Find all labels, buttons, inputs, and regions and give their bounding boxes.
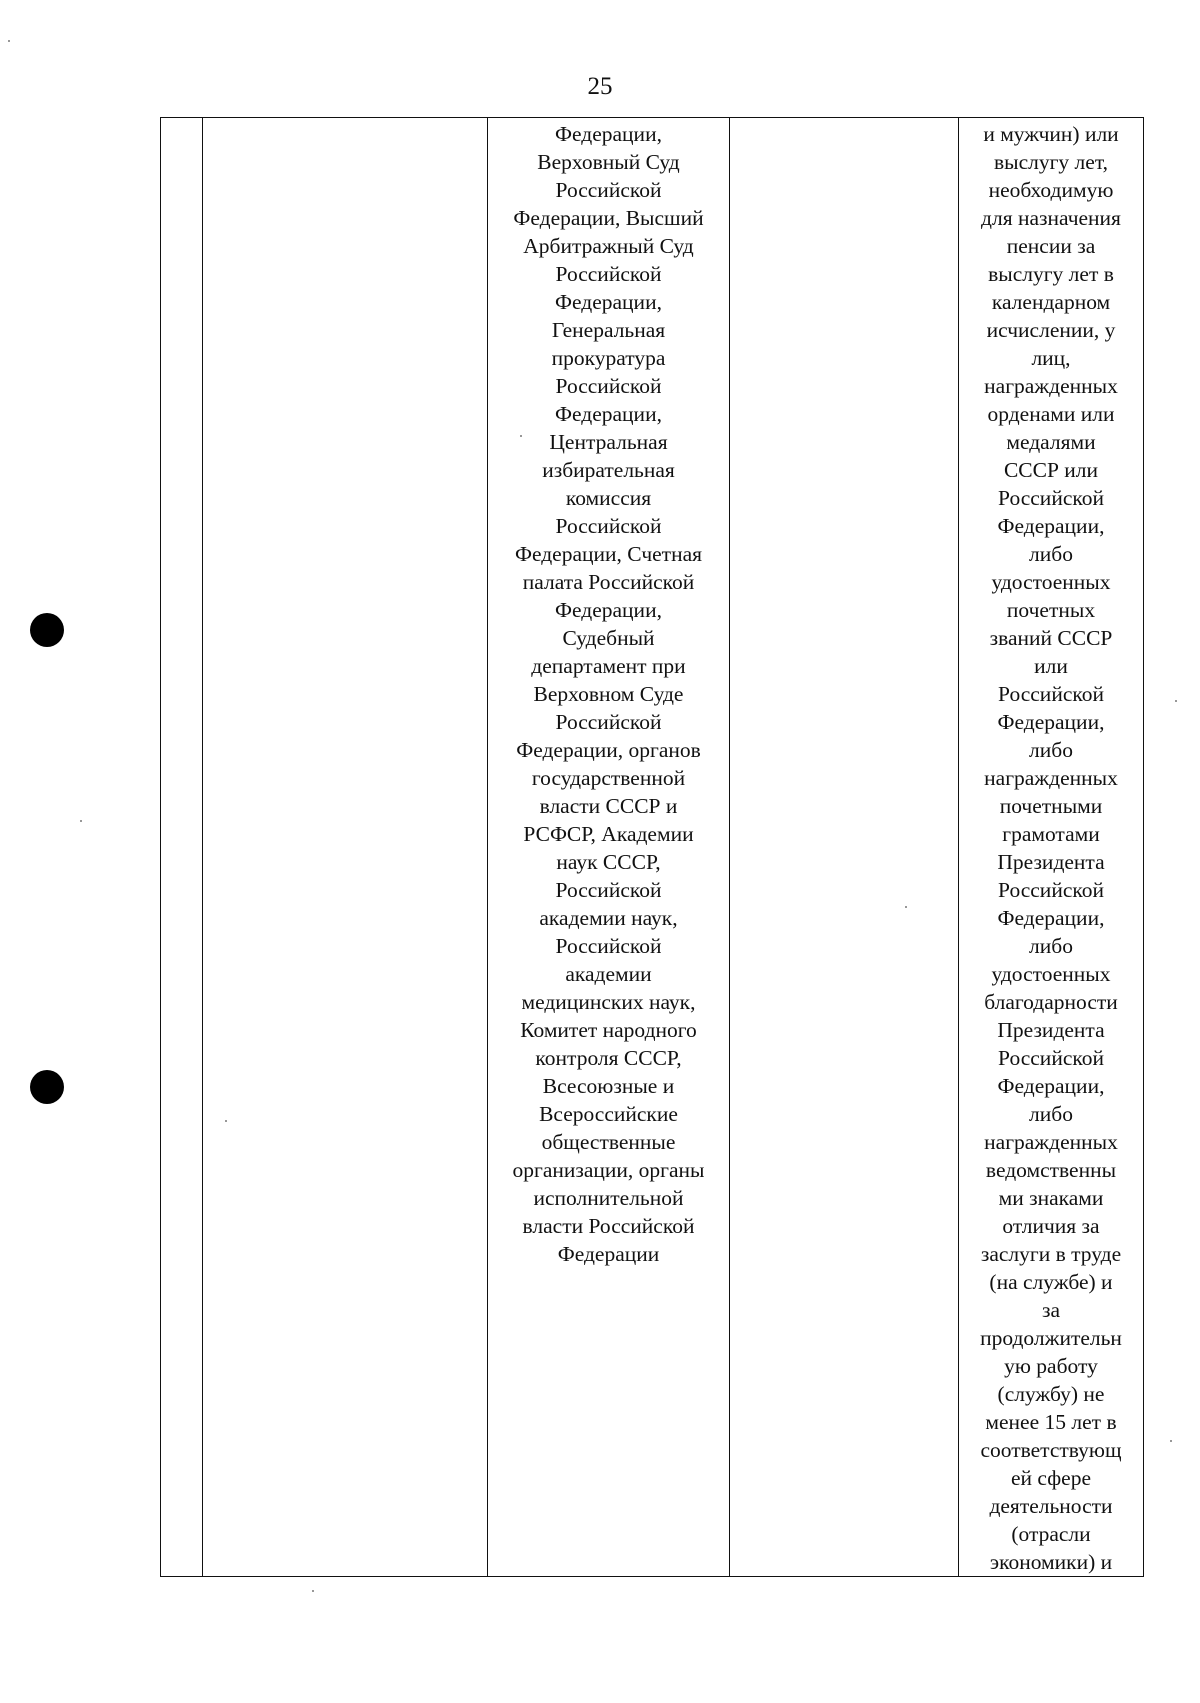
scan-speck bbox=[225, 1120, 227, 1122]
document-table bbox=[160, 117, 1144, 1577]
punch-hole-bottom bbox=[30, 1070, 64, 1104]
table-cell-conditions: и мужчин) или выслугу лет, необходимую для назначения пенсии за выслугу лет в календарном исчислении, у лиц, награжденных орденами или медалями СССР или Российской Федерации, либо удостоенных почетных званий СССР или Российской Федерации, либо награжденных почетными грамотами Президента Российской Федерации, либо удостоенных благодарности Президента Российской Федерации, либо награжденных ведомственны ми знаками отличия за заслуги в труде (на службе) и за продолжительн ую работу (службу) не менее 15 лет в соответствующ ей сфере деятельности (отрасли экономики) и bbox=[959, 118, 1144, 1577]
scan-speck bbox=[8, 40, 10, 42]
scan-speck bbox=[312, 1590, 314, 1592]
table-cell-authorities: Федерации, Верховный Суд Российской Федерации, Высший Арбитражный Суд Российской Федерации, Генеральная прокуратура Российской Федерации, Центральная избирательная комиссия Российской Федерации, Счетная палата Российской Федерации, Судебный департамент при Верховном Суде Российской Федерации, органов государственной власти СССР и РСФСР, Академии наук СССР, Российской академии наук, Российской академии медицинских наук, Комитет народного контроля СССР, Всесоюзные и Всероссийские общественные организации, органы исполнительной власти Российской Федерации bbox=[488, 118, 730, 1577]
punch-hole-top bbox=[30, 613, 64, 647]
table-row bbox=[161, 118, 1144, 1577]
table-cell-number bbox=[161, 118, 203, 1577]
scan-speck bbox=[1175, 700, 1177, 702]
table-cell-empty bbox=[203, 118, 488, 1577]
scan-speck bbox=[1170, 1440, 1172, 1442]
table-cell-empty bbox=[730, 118, 959, 1577]
page-number: 25 bbox=[587, 73, 613, 100]
scan-speck bbox=[905, 906, 907, 908]
scan-speck bbox=[80, 820, 82, 822]
scan-speck bbox=[520, 435, 522, 437]
